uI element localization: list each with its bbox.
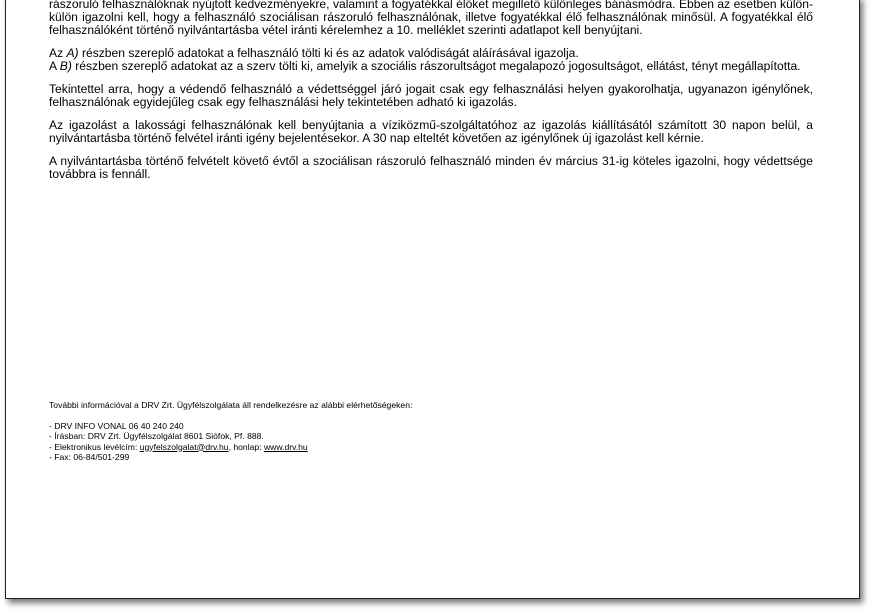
document-body xyxy=(49,0,813,191)
paragraph-eligibility xyxy=(49,0,813,37)
contact-web-label: , honlap: xyxy=(228,441,264,452)
contact-footer xyxy=(49,400,569,463)
paragraph-annual-confirmation: A nyilvántartásba történő felvételt követő évtől a szociálisan rászoruló felhasználó minden év március 31-ig köteles igazolni, hogy védettsége továbbra is fennáll. xyxy=(49,154,813,181)
contact-intro: További információval a DRV Zrt. Ügyfélszolgálata áll rendelkezésre az alábbi elérhetőségeken: xyxy=(49,400,413,410)
website-link[interactable]: www.drv.hu xyxy=(263,441,308,452)
paragraph-eligibility-rest: Ebben az esetben külön-külön igazolni kell, hogy a felhasználó szociálisan rászoruló felhasználónak, illetve fogyatékkal élő felhasználónak minősül. A fogyatékkal élő felhasználóként történő nyilvántartásba vétel iránti kérelemhez a 10. melléklet szerinti adatlapot kell benyújtani. xyxy=(49,0,813,37)
part-b-text: részben szereplő adatokat az a szerv tölti ki, amelyik a szociális rászorultságot megalapozó jogosultságot, ellátást, tényt megállapította. xyxy=(71,59,801,73)
part-b-prefix: A xyxy=(49,59,60,73)
paragraph-submission-deadline: Az igazolást a lakossági felhasználónak kell benyújtania a víziközmű-szolgáltatóhoz az igazolás kiállításától számított 30 napon belül, a nyilvántartásba történő felvétel iránti igény bejelentésekor. A 30 nap elteltét követően az igénylőnek új igazolást kell kérnie. xyxy=(49,118,813,145)
paragraph-single-location: Tekintettel arra, hogy a védendő felhasználó a védettséggel járó jogait csak egy felhasználási helyen gyakorolhatja, ugyanazon igénylőnek, felhasználónak egyidejűleg csak egy felhasználási hely tekintetében adható ki igazolás. xyxy=(49,82,813,109)
paragraph-form-parts xyxy=(49,47,813,73)
part-a-prefix: Az xyxy=(49,46,67,60)
contact-phone: - DRV INFO VONAL 06 40 240 240 xyxy=(49,420,184,431)
part-a-ref: A) xyxy=(66,46,79,60)
email-link[interactable]: ugyfelszolgalat@drv.hu xyxy=(139,441,229,452)
contact-online xyxy=(49,442,569,453)
contact-post: - Írásban: DRV Zrt. Ügyfélszolgálat 8601 Siófok, Pf. 888. xyxy=(49,431,264,441)
part-b-ref: B) xyxy=(59,59,72,73)
contact-email-label: - Elektronikus levélcím: xyxy=(49,441,140,452)
contact-fax: - Fax: 06-84/501-299 xyxy=(49,452,130,462)
paragraph-eligibility-line1: rászoruló felhasználóknak nyújtott kedvezményekre, valamint a fogyatékkal élőket megillető különleges bánásmódra. xyxy=(49,0,676,11)
part-a-text: részben szereplő adatokat a felhasználó tölti ki és az adatok valódiságát aláírásával igazolja. xyxy=(78,46,579,60)
